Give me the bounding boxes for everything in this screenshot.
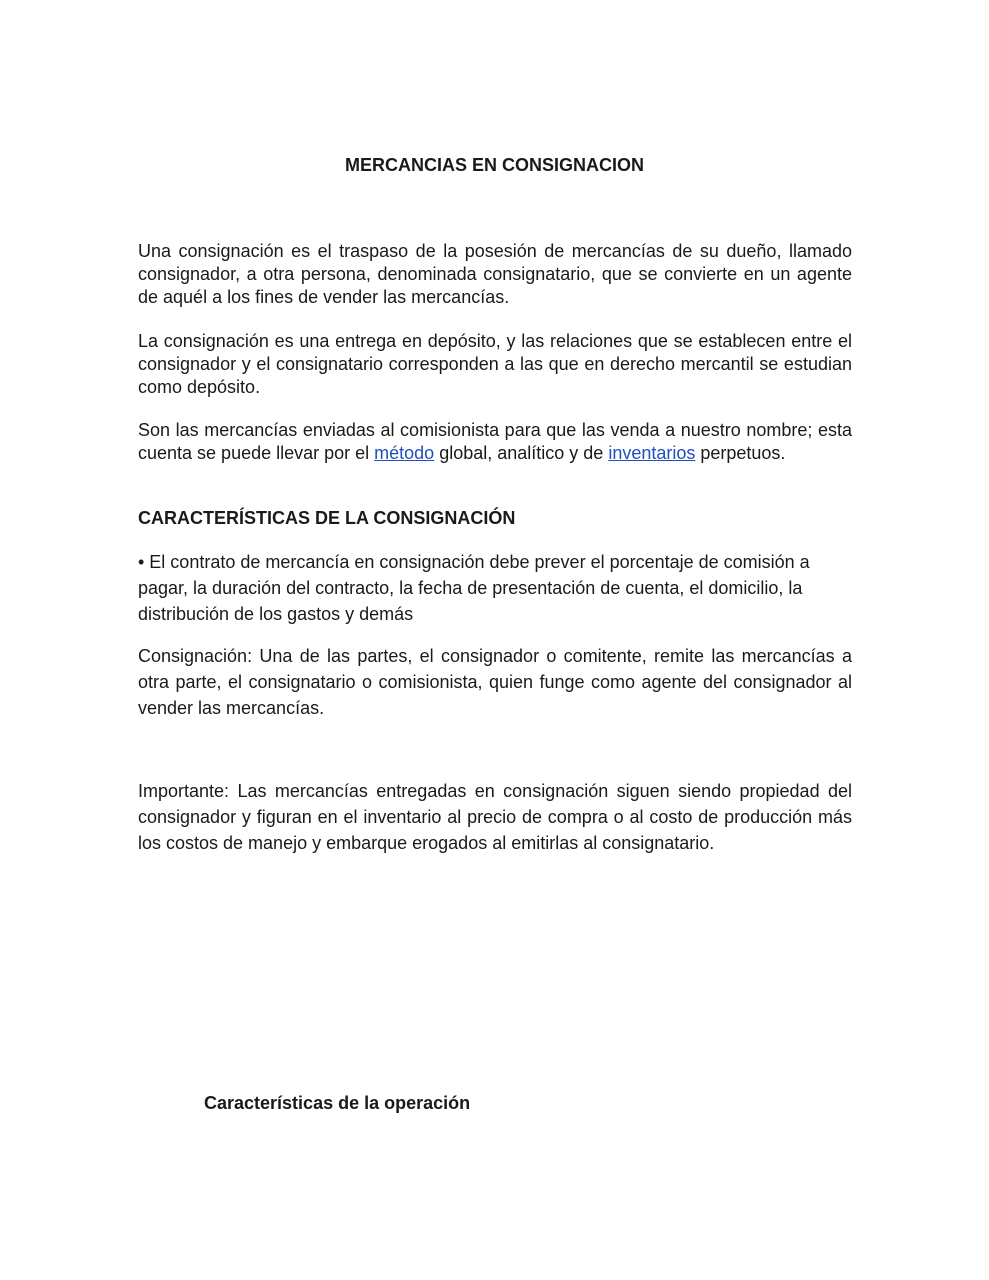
paragraph-merchandise-text-1: Son las mercancías enviadas al comisionista para que las venda a nuestro nombre; esta cuenta se puede llevar por el	[138, 420, 852, 463]
bullet-paragraph: • El contrato de mercancía en consignación debe prever el porcentaje de comisión a pagar, la duración del contracto, la fecha de presentación de cuenta, el domicilio, la distribución de los gastos y demás	[138, 552, 810, 624]
paragraph-consignment: Consignación: Una de las partes, el consignador o comitente, remite las mercancías a otra parte, el consignatario o comisionista, quien funge como agente del consignador al vender las mercancías.	[138, 646, 852, 718]
paragraph-merchandise-text-2: global, analítico y de	[434, 443, 609, 463]
metodo-link[interactable]: método	[374, 443, 435, 463]
operation-heading: Características de la operación	[204, 1093, 471, 1113]
paragraph-deposit: La consignación es una entrega en depósito, y las relaciones que se establecen entre el consignador y el consignatario corresponden a las que en derecho mercantil se estudian como depósito.	[138, 331, 852, 397]
document-title: MERCANCIAS EN CONSIGNACION	[344, 155, 644, 175]
characteristics-heading: CARACTERÍSTICAS DE LA CONSIGNACIÓN	[138, 508, 516, 528]
paragraph-important: Importante: Las mercancías entregadas en consignación siguen siendo propiedad del consignador y figuran en el inventario al precio de compra o al costo de producción más los costos de manejo y embarque erogados al emitirlas al consignatario.	[138, 781, 852, 853]
paragraph-definition: Una consignación es el traspaso de la posesión de mercancías de su dueño, llamado consignador, a otra persona, denominada consignatario, que se convierte en un agente de aquél a los fines de vender las mercancías.	[138, 241, 852, 307]
inventarios-link[interactable]: inventarios	[608, 443, 696, 463]
paragraph-merchandise	[138, 419, 852, 465]
paragraph-merchandise-text-3: perpetuos.	[695, 443, 786, 463]
